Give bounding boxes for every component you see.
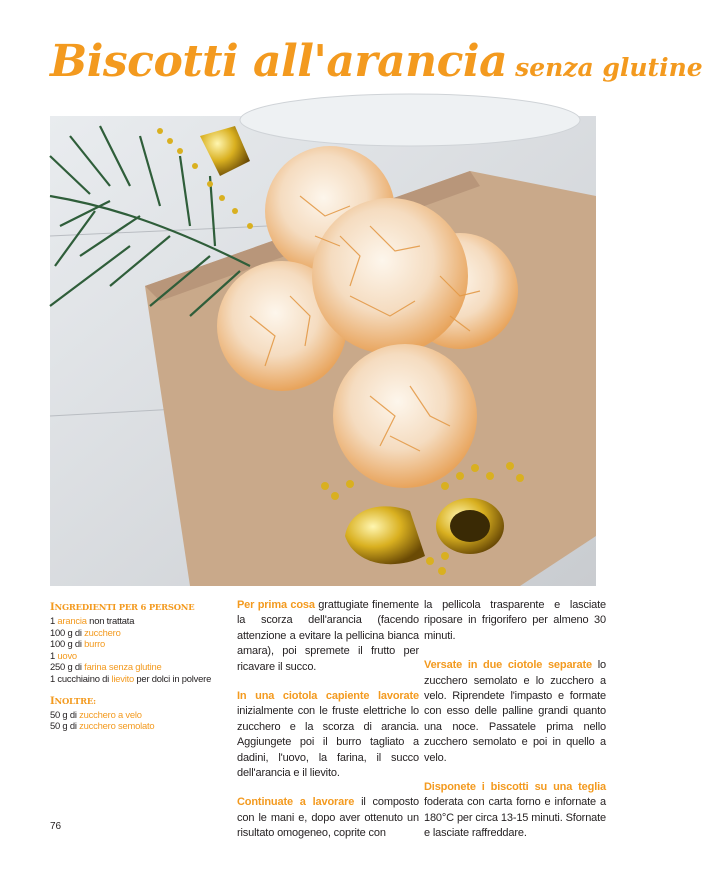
- ingredient-line: 50 g di zucchero a velo: [50, 708, 142, 720]
- amaretti-cookies-photo: [50, 116, 596, 586]
- ingredient-line: 50 g di zucchero semolato: [50, 720, 155, 732]
- ingredient-line: 100 g di zucchero: [50, 626, 121, 638]
- ingredients-box: [50, 601, 228, 732]
- step-paragraph: In una ciotola capiente lavorate inizialmente con le fruste elettriche lo zucchero e la scorza di arancia. Aggiungete poi il burro tagliato a dadini, l'uovo, la farina, il succo dell'arancia e il lievito.: [237, 690, 419, 780]
- step-paragraph: Disponete i biscotti su una teglia foderata con carta forno e infornate a 180°C per circa 13-15 minuti. Sfornate e lasciate raffreddare.: [424, 781, 606, 840]
- ingredient-line: 1 arancia non trattata: [50, 615, 135, 626]
- ingredient-line: 250 g di farina senza glutine: [50, 661, 162, 673]
- step-paragraph: la pellicola trasparente e lasciate riposare in frigorifero per almeno 30 minuti.: [424, 599, 606, 642]
- ingredient-line: 100 g di burro: [50, 638, 106, 650]
- extra-ingredients-heading: INOLTRE:: [50, 695, 96, 707]
- steps-column-1: [237, 598, 419, 856]
- title-main: Biscotti all'arancia: [50, 36, 508, 87]
- ingredients-heading: INGREDIENTI PER 6 PERSONE: [50, 602, 195, 613]
- page-number: 76: [50, 821, 62, 832]
- steps-column-2: [424, 598, 606, 856]
- recipe-title: [50, 36, 703, 106]
- title-subtitle: senza glutine: [515, 53, 703, 82]
- step-paragraph: Versate in due ciotole separate lo zucchero semolato e lo zucchero a velo. Riprendete l'impasto e formate con esso delle palline grandi quanto una noce. Passatele prima nello zucchero semolato e poi in quello a velo.: [424, 659, 606, 764]
- recipe-photo: [50, 116, 596, 586]
- ingredient-line: 1 cucchiaino di lievito per dolci in polvere: [50, 672, 212, 684]
- step-paragraph: Per prima cosa grattugiate finemente la scorza dell'arancia (facendo attenzione a evitare la pellicina bianca amara), poi spremete il frutto per ricavare il succo.: [237, 599, 419, 673]
- step-paragraph: Continuate a lavorare il composto con le mani e, dopo aver ottenuto un risultato omogeneo, coprite con: [237, 796, 419, 840]
- ingredient-line: 1 uovo: [50, 649, 77, 661]
